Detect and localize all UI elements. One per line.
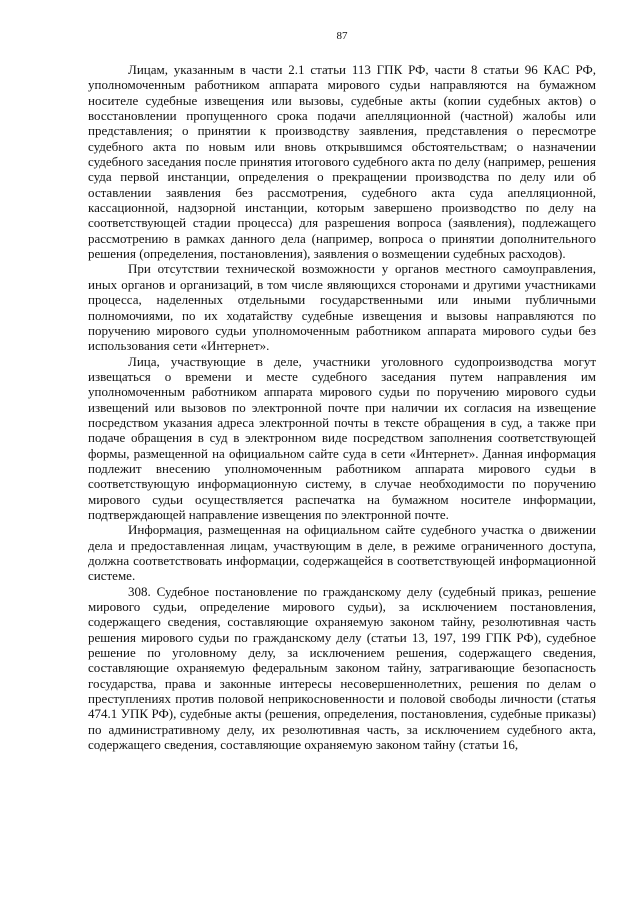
paragraph: Лицам, указанным в части 2.1 статьи 113 ГПК РФ, части 8 статьи 96 КАС РФ, уполномоченным работником аппарата мирового судьи направляются на бумажном носителе судебные извещения или вызовы, судебные акты (копии судебных актов) о восстановлении пропущенного срока подачи апелляционной (частной) жалобы или представления; о принятии к производству заявления, представления о пересмотре судебного акта по новым или вновь открывшимся обстоятельствам; о назначении судебного заседания после принятия итогового судебного акта по делу (например, решения суда первой инстанции, определения о прекращении производства по делу или об оставлении заявления без рассмотрения, судебного акта суда апелляционной, кассационной, надзорной инстанции, которым завершено производство по делу на соответствующей стадии процесса) для разрешения вопроса (заявления), подлежащего рассмотрению в рамках данного дела (например, вопроса о принятии дополнительного решения (определения, постановления), заявления о возмещении судебных расходов). <box>88 62 596 262</box>
paragraph: Информация, размещенная на официальном сайте судебного участка о движении дела и предоставленная лицам, участвующим в деле, в режиме ограниченного доступа, должна соответствовать информации, содержащейся в соответствующей информационной системе. <box>88 522 596 584</box>
paragraph: 308. Судебное постановление по гражданскому делу (судебный приказ, решение мирового судьи, определение мирового судьи), за исключением постановления, содержащего сведения, составляющие охраняемую законом тайну, резолютивная часть решения мирового судьи по гражданскому делу (статьи 13, 197, 199 ГПК РФ), судебное решение по уголовному делу, за исключением решения, содержащего сведения, составляющие охраняемую федеральным законом тайну, затрагивающие безопасность государства, права и законные интересы несовершеннолетних, решения по делам о преступлениях против половой неприкосновенности и половой свободы личности (статья 474.1 УПК РФ), судебные акты (решения, определения, постановления, судебные приказы) по административному делу, их резолютивная часть, за исключением судебного акта, содержащего сведения, составляющие охраняемую законом тайну (статьи 16, <box>88 583 596 753</box>
paragraph: При отсутствии технической возможности у органов местного самоуправления, иных органов и организаций, в том числе являющихся сторонами и другими участниками процесса, наделенных отдельными государственными или иными публичными полномочиями, по их ходатайству судебные извещения и вызовы направляются по поручению мирового судьи уполномоченным работником аппарата мирового судьи без использования сети «Интернет». <box>88 261 596 354</box>
paragraph: Лица, участвующие в деле, участники уголовного судопроизводства могут извещаться о времени и месте судебного заседания путем направления им уполномоченным работником аппарата мирового судьи по поручению мирового судьи извещений или вызовов по электронной почте при наличии их согласия на извещение посредством указания адреса электронной почты в тексте обращения в суд, а также при подаче обращения в суд в электронном виде посредством заполнения соответствующей формы, размещенной на официальном сайте суда в сети «Интернет». Данная информация подлежит внесению уполномоченным работником аппарата мирового судьи в соответствующую информационную систему, в случае необходимости по поручению мирового судьи осуществляется распечатка на бумажном носителе информации, подтверждающей направление извещения по электронной почте. <box>88 353 596 522</box>
page-number: 87 <box>336 30 348 42</box>
document-page <box>88 30 596 752</box>
